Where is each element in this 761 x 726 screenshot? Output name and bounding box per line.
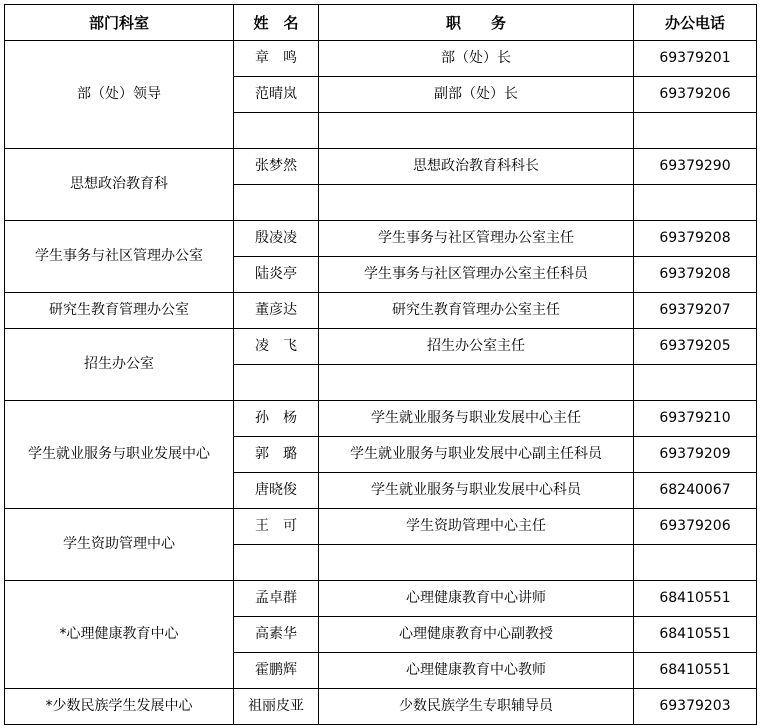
- name-cell: 凌 飞: [234, 329, 319, 365]
- position-cell: 招生办公室主任: [319, 329, 634, 365]
- position-cell: 学生就业服务与职业发展中心科员: [319, 473, 634, 509]
- table-row: [5, 293, 757, 329]
- directory-table: [4, 4, 757, 725]
- table-row: [5, 689, 757, 725]
- phone-cell: [634, 545, 757, 581]
- phone-cell: [634, 185, 757, 221]
- table-row: [5, 149, 757, 185]
- name-cell: 董彦达: [234, 293, 319, 329]
- department-cell: 思想政治教育科: [5, 149, 234, 221]
- name-cell: [234, 113, 319, 149]
- phone-cell: 68410551: [634, 581, 757, 617]
- position-cell: 学生资助管理中心主任: [319, 509, 634, 545]
- name-cell: 孟卓群: [234, 581, 319, 617]
- phone-cell: 69379209: [634, 437, 757, 473]
- position-cell: [319, 185, 634, 221]
- header-row: [5, 5, 757, 41]
- position-cell: 学生事务与社区管理办公室主任: [319, 221, 634, 257]
- position-cell: 研究生教育管理办公室主任: [319, 293, 634, 329]
- department-cell: *心理健康教育中心: [5, 581, 234, 689]
- phone-cell: 68410551: [634, 617, 757, 653]
- phone-cell: [634, 365, 757, 401]
- table-row: [5, 401, 757, 437]
- phone-cell: 68410551: [634, 653, 757, 689]
- name-cell: 王 可: [234, 509, 319, 545]
- position-cell: [319, 545, 634, 581]
- table-row: [5, 329, 757, 365]
- phone-cell: 69379208: [634, 221, 757, 257]
- name-cell: 张梦然: [234, 149, 319, 185]
- position-cell: 学生就业服务与职业发展中心主任: [319, 401, 634, 437]
- department-cell: *少数民族学生发展中心: [5, 689, 234, 725]
- name-cell: [234, 545, 319, 581]
- department-cell: 招生办公室: [5, 329, 234, 401]
- table-body: [5, 41, 757, 725]
- position-cell: 副部（处）长: [319, 77, 634, 113]
- phone-cell: [634, 113, 757, 149]
- table-row: [5, 509, 757, 545]
- department-cell: 部（处）领导: [5, 41, 234, 149]
- phone-cell: 69379201: [634, 41, 757, 77]
- department-cell: 学生事务与社区管理办公室: [5, 221, 234, 293]
- name-cell: 范晴岚: [234, 77, 319, 113]
- phone-cell: 69379210: [634, 401, 757, 437]
- department-cell: 学生资助管理中心: [5, 509, 234, 581]
- phone-cell: 69379206: [634, 509, 757, 545]
- position-cell: [319, 365, 634, 401]
- phone-cell: 69379203: [634, 689, 757, 725]
- phone-cell: 69379205: [634, 329, 757, 365]
- name-cell: 章 鸣: [234, 41, 319, 77]
- name-cell: 祖丽皮亚: [234, 689, 319, 725]
- table-row: [5, 221, 757, 257]
- header-phone: 办公电话: [634, 5, 757, 41]
- position-cell: 心理健康教育中心讲师: [319, 581, 634, 617]
- position-cell: 部（处）长: [319, 41, 634, 77]
- name-cell: 孙 杨: [234, 401, 319, 437]
- position-cell: 少数民族学生专职辅导员: [319, 689, 634, 725]
- position-cell: 心理健康教育中心教师: [319, 653, 634, 689]
- department-cell: 学生就业服务与职业发展中心: [5, 401, 234, 509]
- position-cell: 学生事务与社区管理办公室主任科员: [319, 257, 634, 293]
- phone-cell: 69379206: [634, 77, 757, 113]
- name-cell: 高素华: [234, 617, 319, 653]
- table-row: [5, 581, 757, 617]
- position-cell: 心理健康教育中心副教授: [319, 617, 634, 653]
- position-cell: 思想政治教育科科长: [319, 149, 634, 185]
- header-position: 职 务: [319, 5, 634, 41]
- name-cell: 唐晓俊: [234, 473, 319, 509]
- phone-cell: 68240067: [634, 473, 757, 509]
- name-cell: 郭 璐: [234, 437, 319, 473]
- header-department: 部门科室: [5, 5, 234, 41]
- position-cell: 学生就业服务与职业发展中心副主任科员: [319, 437, 634, 473]
- phone-cell: 69379208: [634, 257, 757, 293]
- phone-cell: 69379207: [634, 293, 757, 329]
- name-cell: 霍鹏辉: [234, 653, 319, 689]
- table-row: [5, 41, 757, 77]
- name-cell: 陆炎亭: [234, 257, 319, 293]
- name-cell: [234, 365, 319, 401]
- name-cell: [234, 185, 319, 221]
- name-cell: 殷凌凌: [234, 221, 319, 257]
- department-cell: 研究生教育管理办公室: [5, 293, 234, 329]
- position-cell: [319, 113, 634, 149]
- header-name: 姓 名: [234, 5, 319, 41]
- phone-cell: 69379290: [634, 149, 757, 185]
